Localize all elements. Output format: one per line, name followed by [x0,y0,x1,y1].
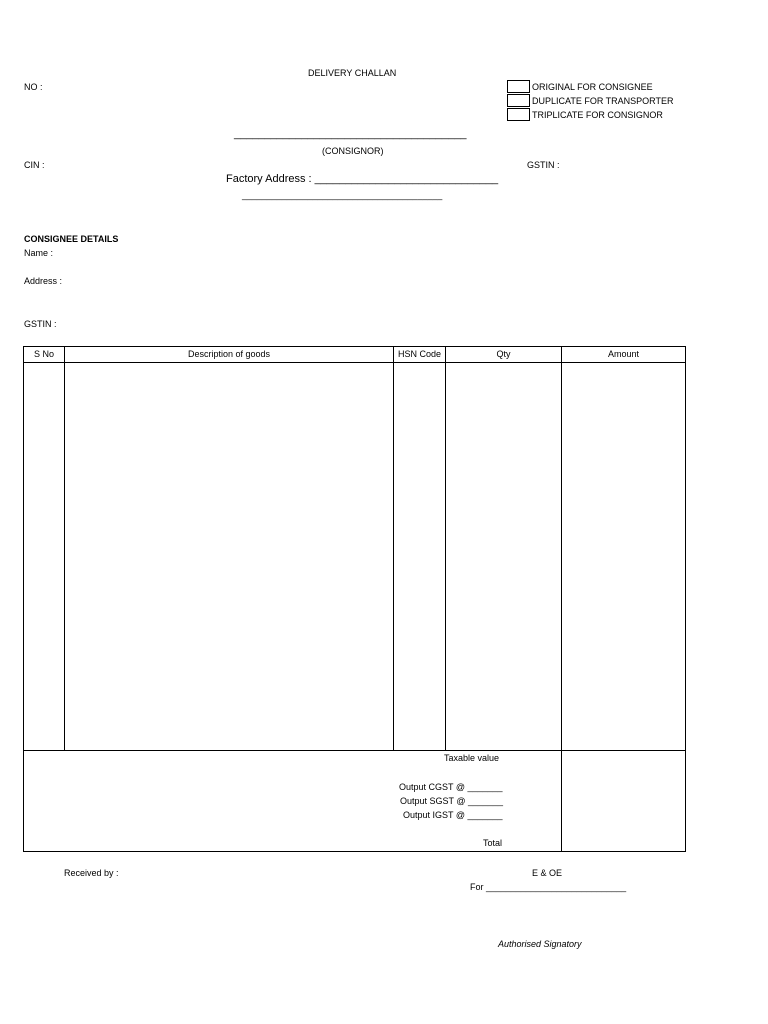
factory-address-line: Factory Address : ______________________________ [226,173,499,185]
consignee-gstin-label: GSTIN : [24,319,57,329]
consignor-caption: (CONSIGNOR) [322,146,384,156]
factory-address-line-2: ________________________________________ [242,190,443,200]
sgst-label: Output SGST @ _______ [400,796,504,806]
received-by-label: Received by : [64,868,119,878]
duplicate-copy-checkbox[interactable] [507,94,530,107]
igst-label: Output IGST @ _______ [403,810,503,820]
column-header-amount: Amount [607,349,640,359]
for-company-line: For ____________________________ [470,882,627,892]
column-divider [445,347,446,751]
consignee-address-label: Address : [24,276,63,286]
consignee-heading: CONSIGNEE DETAILS [24,234,119,244]
cin-label: CIN : [24,160,45,170]
original-copy-checkbox[interactable] [507,80,530,93]
taxable-value-label: Taxable value [444,753,500,763]
header-row-divider [24,362,685,363]
consignor-name-line: ______________________________________ [234,128,467,140]
cgst-label: Output CGST @ _______ [399,782,503,792]
column-header-qty: Qty [496,349,511,359]
original-copy-label: ORIGINAL FOR CONSIGNEE [532,82,653,92]
triplicate-copy-checkbox[interactable] [507,108,530,121]
eoe-label: E & OE [532,868,563,878]
goods-table [23,346,686,852]
authorised-signatory-label: Authorised Signatory [498,939,582,949]
total-label: Total [483,838,503,848]
column-divider [561,347,562,851]
column-header-sno: S No [33,349,54,359]
column-divider [393,347,394,751]
column-header-hsn: HSN Code [397,349,442,359]
triplicate-copy-label: TRIPLICATE FOR CONSIGNOR [532,110,663,120]
consignor-gstin-label: GSTIN : [527,160,560,170]
column-divider [64,347,65,751]
column-header-description: Description of goods [187,349,271,359]
consignee-name-label: Name : [24,248,54,258]
duplicate-copy-label: DUPLICATE FOR TRANSPORTER [532,96,674,106]
document-title: DELIVERY CHALLAN [308,68,397,78]
challan-no-label: NO : [24,82,43,92]
totals-divider [24,750,685,751]
